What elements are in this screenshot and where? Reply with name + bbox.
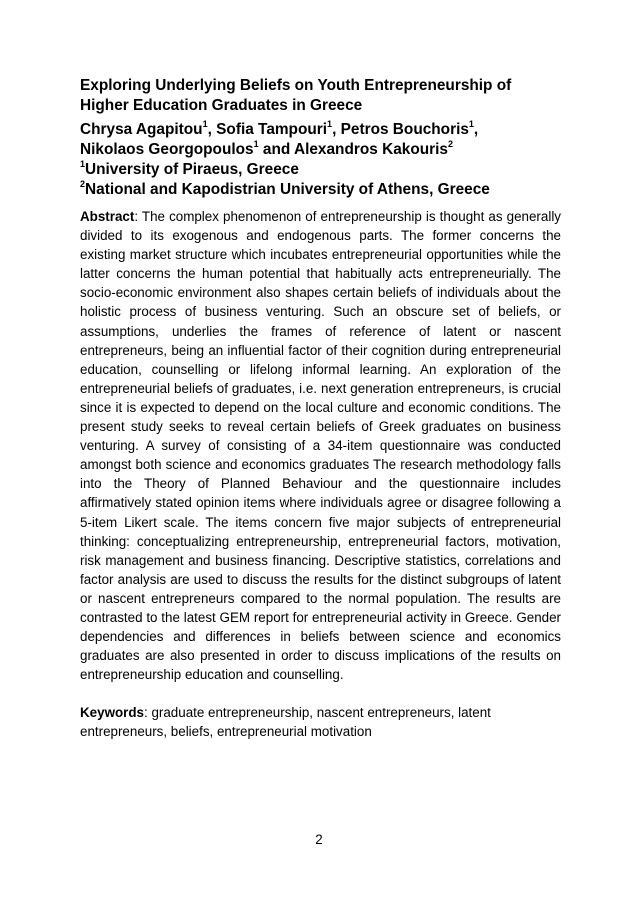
abstract-label: Abstract [80,209,135,224]
affiliation-2 [80,180,561,200]
paper-title [80,76,561,116]
author-affiliation-mark: 1 [253,138,259,149]
author-name: Chrysa Agapitou [80,121,203,138]
author-affiliation-mark: 1 [202,118,208,129]
affiliation-text: National and Kapodistrian University of Athens, Greece [85,181,490,198]
affiliation-text: University of Piraeus, Greece [85,161,299,178]
paper-title-line-1: Exploring Underlying Beliefs on Youth Entrepreneurship of [80,77,512,94]
author-name: Sofia Tampouri [216,121,328,138]
author-name: Nikolaos Georgopoulos [80,141,254,158]
affiliation-number: 1 [80,158,86,169]
keywords [80,703,561,741]
author-name: Alexandros Kakouris [293,141,448,158]
affiliation-number: 2 [80,178,86,189]
abstract-text: : The complex phenomenon of entrepreneurship is thought as generally divided to its exogenous and endogenous parts. The former concerns the existing market structure which incubates entrepreneurial opportunities while the latter concerns the human potential that habitually acts entrepreneurially. The socio-economic environment also shapes certain beliefs of individuals about the holistic process of business venturing. Such an obscure set of beliefs, or assumptions, underlies the frames of reference of latent or nascent entrepreneurs, being an influential factor of their cognition during entrepreneurial education, counselling or lifelong informal learning. An exploration of the entrepreneurial beliefs of graduates, i.e. next generation entrepreneurs, is crucial since it is expected to depend on the local culture and economic conditions. The present study seeks to reveal certain beliefs of Greek graduates on business venturing. A survey of consisting of a 34-item questionnaire was conducted amongst both science and economics graduates The research methodology falls into the Theory of Planned Behaviour and the questionnaire includes affirmatively stated opinion items where individuals agree or disagree following a 5-item Likert scale. The items concern five major subjects of entrepreneurial thinking: conceptualizing entrepreneurship, entrepreneurial factors, motivation, risk management and business financing. Descriptive statistics, correlations and factor analysis are used to discuss the results for the distinct subgroups of latent or nascent entrepreneurs compared to the normal population. The results are contrasted to the latest GEM report for entrepreneurial activity in Greece. Gender dependencies and differences in beliefs between science and economics graduates are also presented in order to discuss implications of the results on entrepreneurship education and counselling. [80,209,561,683]
keywords-label: Keywords [80,705,144,721]
author-affiliation-mark: 1 [327,118,333,129]
author-name: Petros Bouchoris [340,121,469,138]
paper-title-line-2: Higher Education Graduates in Greece [80,97,363,114]
keywords-text-line-2: entrepreneurs, beliefs, entrepreneurial motivation [80,724,372,740]
author-line-1: Chrysa Agapitou$^1$, Sofia Tampouri$^1$, Petros Bouchoris$^1$, [80,118,479,138]
keywords-text-line-1: : graduate entrepreneurship, nascent entrepreneurs, latent [144,705,491,721]
author-block [80,120,561,200]
page-number: 2 [315,832,323,847]
author-line-2 [80,140,561,160]
author-affiliation-mark: 2 [447,138,453,149]
paper-content [80,76,561,742]
author-and: and [262,141,291,158]
author-affiliation-mark: 1 [468,118,474,129]
abstract [80,207,561,684]
affiliation-1 [80,160,561,180]
